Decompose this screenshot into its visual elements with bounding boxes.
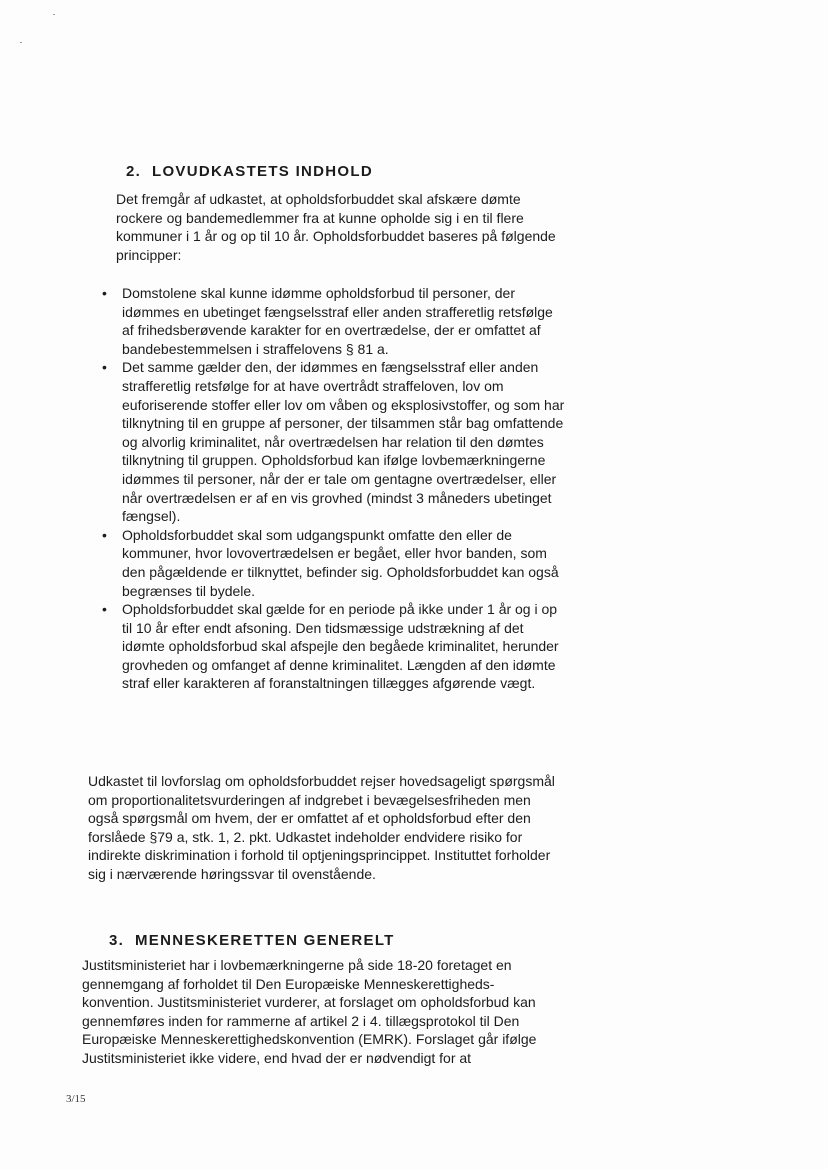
section-3-number: 3. [109,932,125,949]
bullet-icon: • [102,601,107,618]
list-item-text: Opholdsforbuddet skal som udgangspunkt omfatte den eller de kommuner, hvor lovovertrædelsen er begået, eller hvor banden, som den pågældende er tilknyttet, befinder sig. Opholdsforbuddet kan også begrænses til bydele. [122,526,559,599]
bullet-icon: • [102,285,107,301]
principles-list [102,284,566,693]
section-3-body: Justitsministeriet har i lovbemærkningerne på side 18-20 foretaget en gennemgang af forholdet til Den Europæiske Menneskerettigheds-konvention. Justitsministeriet vurderer, at forslaget om opholdsforbud kan gennemføres inden for rammerne af artikel 2 i 4. tillægsprotokol til Den Europæiske Menneskerettighedskonvention (EMRK). Forslaget går ifølge Justitsministeriet ikke videre, end hvad der er nødvendigt for at [82,957,537,1066]
list-item [102,358,566,525]
bullet-icon: • [102,526,107,543]
page-number: 3/15 [66,1093,86,1105]
scan-speck [20,42,22,43]
scan-speck [53,14,55,15]
list-item-text: Det samme gælder den, der idømmes en fængselsstraf eller anden strafferetlig retsfølge for at have overtrådt straffeloven, lov om euforiserende stoffer eller lov om våben og eksplosivstoffer, og som har tilknytning til en gruppe af personer, der tilsammen står bag omfattende og alvorlig kriminalitet, når overtrædelsen har relation til den dømtes tilknytning til gruppen. Opholdsforbud kan ifølge lovbemærkningerne idømmes til personer, når der er tale om gentagne overtrædelser, eller når overtrædelsen er af en vis grovhed (mindst 3 måneders ubetinget fængsel). [122,359,565,525]
list-item [102,600,566,693]
list-item [102,284,566,358]
list-item [102,526,566,600]
section-2-number: 2. [126,163,142,180]
list-item-text: Domstolene skal kunne idømme opholdsforbud til personer, der idømmes en ubetinget fængselsstraf eller anden strafferetlig retsfølge af frihedsberøvende karakter for en overtrædelse, der er omfattet af bandebestemmelsen i straffelovens § 81 a. [122,285,553,357]
list-item-text: Opholdsforbuddet skal gælde for en periode på ikke under 1 år og i op til 10 år efter endt afsoning. Den tidsmæssige udstrækning af det idømte opholdsforbud skal afspejle den begåede kriminalitet, herunder grovheden og omfanget af denne kriminalitet. Længden af den idømte straf eller karakteren af foranstaltningen tillægges afgørende vægt. [122,601,559,692]
section-2-heading [126,163,373,180]
bullet-icon: • [102,359,107,376]
section-3-heading [109,932,395,949]
section-3-title: MENNESKERETTEN GENERELT [135,932,395,949]
section-2-intro: Det fremgår af udkastet, at opholdsforbuddet skal afskære dømte rockere og bandemedlemmer fra at kunne opholde sig i en til flere kommuner i 1 år og op til 10 år. Opholdsforbuddet baseres på følgende principper: [116,191,556,263]
section-2-title: LOVUDKASTETS INDHOLD [152,163,373,180]
section-2-closing: Udkastet til lovforslag om opholdsforbuddet rejser hovedsageligt spørgsmål om proportionalitetsvurderingen af indgrebet i bevægelsesfriheden men også spørgsmål om hvem, der er omfattet af et opholdsforbud efter den forslåede §79 a, stk. 1, 2. pkt. Udkastet indeholder endvidere risiko for indirekte diskrimination i forhold til optjeningsprincippet. Instituttet forholder sig i nærværende høringssvar til ovenstående. [88,773,555,882]
